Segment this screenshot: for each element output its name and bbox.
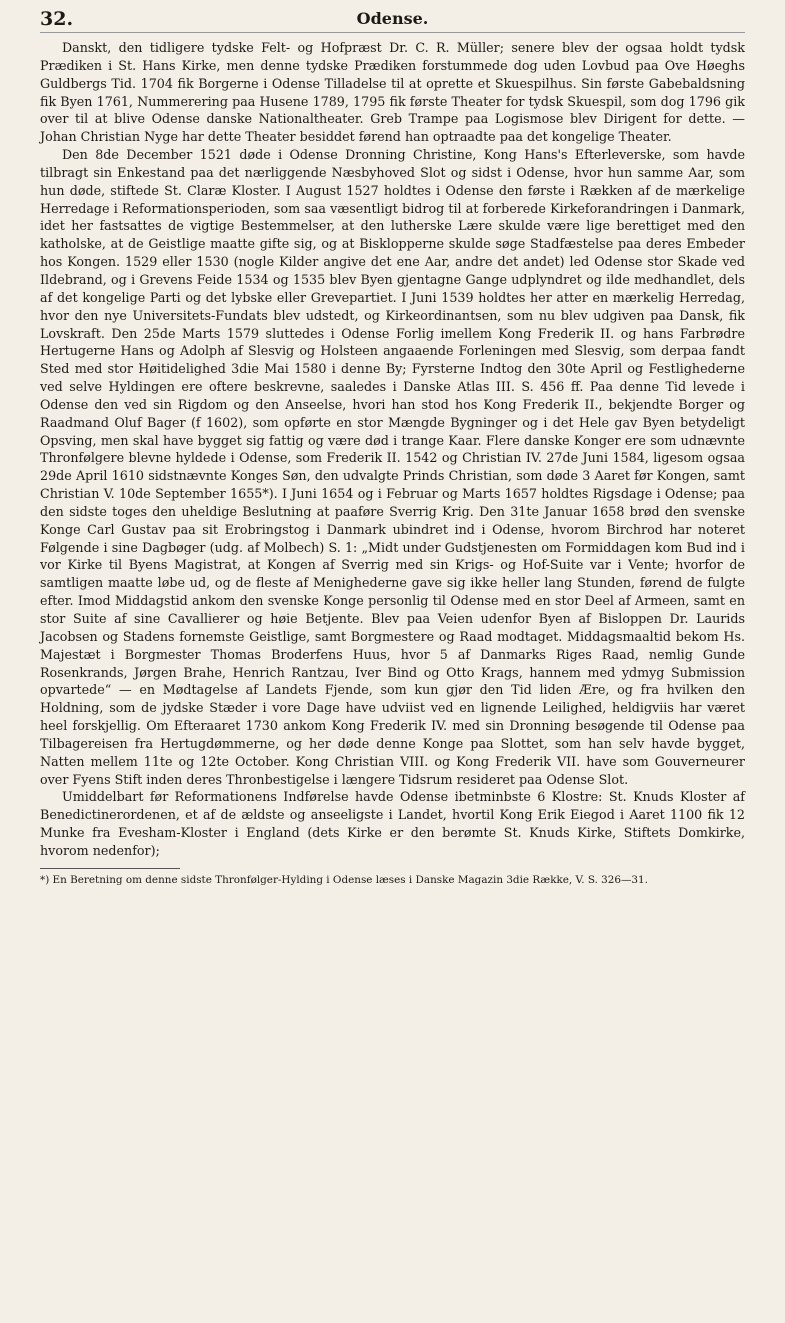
body-text [40, 39, 745, 860]
paragraph: Den 8de December 1521 døde i Odense Dronning Christine, Kong Hans's Efterleverske, som havde tilbragt sin Enkestand paa det nærliggende Næsbyhoved Slot og sidst i Odense, hvor hun samme Aar, som hun døde, stiftede St. Claræ Kloster. I August 1527 holdtes i Odense den første i Rækken af de mærkelige Herredage i Reformationsperioden, som saa væsentligt bidrog til at forberede Kirkeforandringen i Danmark, idet her fastsattes de vigtige Bestemmelser, at den lutherske Lære skulde være lige berettiget med den katholske, at de Geistlige maatte gifte sig, og at Bisklopperne skulde søge Stadfæstelse paa deres Embeder hos Kongen. 1529 eller 1530 (nogle Kilder angive det ene Aar, andre det andet) led Odense stor Skade ved Ildebrand, og i Grevens Feide 1534 og 1535 blev Byen gjentagne Gange udplyndret og ilde medhandlet, dels af det kongelige Parti og det lybske eller Grevepartiet. I Juni 1539 holdtes her atter en mærkelig Herredag, hvor den nye Universitets-Fundats blev udstedt, og Kirkeordinantsen, som nu blev udgiven paa Dansk, fik Lovskraft. Den 25de Marts 1579 sluttedes i Odense Forlig imellem Kong Frederik II. og hans Farbrødre Hertugerne Hans og Adolph af Slesvig og Holsteen angaaende Forleningen med Slesvig, som derpaa fandt Sted med stor Høitidelighed 3die Mai 1580 i denne By; Fyrsterne Indtog den 30te April og Festlighederne ved selve Hyldingen ere oftere beskrevne, saaledes i Danske Atlas III. S. 456 ff. Paa denne Tid levede i Odense den ved sin Rigdom og den Anseelse, hvori han stod hos Kong Frederik II., bekjendte Borger og Raadmand Oluf Bager (f 1602), som opførte en stor Mængde Bygninger og i det Hele gav Byen betydeligt Opsving, men skal have bygget sig fattig og være død i trange Kaar. Flere danske Konger ere som udnævnte Thronfølgere blevne hyldede i Odense, som Frederik II. 1542 og Christian IV. 27de Juni 1584, ligesom ogsaa 29de April 1610 sidstnævnte Konges Søn, den udvalgte Prinds Christian, som døde 3 Aaret før Kongen, samt Christian V. 10de September 1655*). I Juni 1654 og i Februar og Marts 1657 holdtes Rigsdage i Odense; paa den sidste toges den uheldige Beslutning at paaføre Sverrig Krig. Den 31te Januar 1658 brød den svenske Konge Carl Gustav paa sit Erobringstog i Danmark ubindret ind i Odense, hvorom Birchrod har noteret Følgende i sine Dagbøger (udg. af Molbech) S. 1: „Midt under Gudstjenesten om Formiddagen kom Bud ind i vor Kirke til Byens Magistrat, at Kongen af Sverrig med sin Krigs- og Hof-Suite var i Vente; hvorfor de samtligen maatte løbe ud, og de fleste af Menighederne gave sig ikke heller lang Stunden, førend de fulgte efter. Imod Middagstid ankom den svenske Konge personlig til Odense med en stor Deel af Armeen, samt en stor Suite af sine Cavallierer og høie Betjente. Blev paa Veien udenfor Byen af Bisloppen Dr. Laurids Jacobsen og Stadens fornemste Geistlige, samt Borgmestere og Raad modtaget. Middagsmaaltid bekom Hs. Majestæt i Borgmester Thomas Broderfens Huus, hvor 5 af Danmarks Riges Raad, nemlig Gunde Rosenkrands, Jørgen Brahe, Henrich Rantzau, Iver Bind og Otto Krags, hannem med ydmyg Submission opvartede“ — en Mødtagelse af Landets Fjende, som kun gjør den Tid liden Ære, og fra hvilken den Holdning, som de jydske Stæder i vore Dage have udviist ved en lignende Leilighed, heldigviis har været heel forskjellig. Om Efteraaret 1730 ankom Kong Frederik IV. med sin Dronning besøgende til Odense paa Tilbagereisen fra Hertugdømmerne, og her døde denne Konge paa Slottet, som han selv havde bygget, Natten mellem 11te og 12te October. Kong Christian VIII. og Kong Frederik VII. have som Gouverneurer over Fyens Stift inden deres Thronbestigelse i længere Tidsrum resideret paa Odense Slot. [40, 147, 745, 787]
paragraph: Danskt, den tidligere tydske Felt- og Hofpræst Dr. C. R. Müller; senere blev der ogsaa holdt tydsk Prædiken i St. Hans Kirke, men denne tydske Prædiken forstummede dog uden Lovbud paa Ove Høeghs Guldbergs Tid. 1704 fik Borgerne i Odense Tilladelse til at oprette et Skuespilhus. Sin første Gabebaldsning fik Byen 1761, Nummerering paa Husene 1789, 1795 fik første Theater for tydsk Skuespil, som dog 1796 gik over til at blive Odense danske Nationaltheater. Greb Trampe paa Logismose blev Dirigent for dette. — Johan Christian Nyge har dette Theater besiddet førend han optraadte paa det kongelige Theater. [40, 40, 745, 145]
paragraph: Umiddelbart før Reformationens Indførelse havde Odense ibetminbste 6 Klostre: St. Knuds Kloster af Benedictinerordenen, et af de ældste og anseeligste i Landet, hvortil Kong Erik Eiegod i Aaret 1100 fik 12 Munke fra Evesham-Kloster i England (dets Kirke er den berømte St. Knuds Kirke, Stiftets Domkirke, hvorom nedenfor); [40, 789, 745, 858]
running-title: Odense. [356, 9, 429, 28]
footnote: *) En Beretning om denne sidste Thronfølger-Hylding i Odense læses i Danske Magazin 3die Række, V. S. 326—31. [40, 873, 648, 886]
footnote-divider [40, 868, 180, 869]
page-header [40, 6, 745, 33]
page-number: 32. [40, 8, 74, 30]
